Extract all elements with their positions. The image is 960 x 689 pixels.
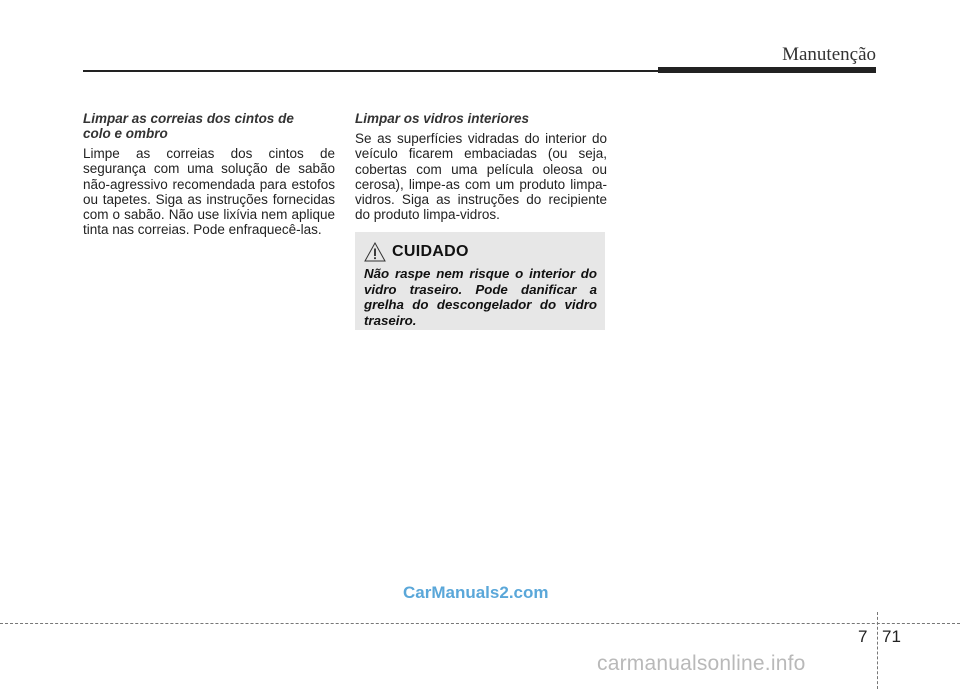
footer-divider: [877, 612, 878, 689]
watermark: CarManuals2.com: [403, 583, 549, 602]
caution-box: [355, 232, 605, 330]
section-body-windows: Se as superfícies vidradas do interior do veículo ficarem embaciadas (ou seja, cobertas com uma película oleosa ou cerosa), limpe-as com um produto limpa-vidros. Siga as instruções do recipiente do produto limpa-vidros.: [355, 131, 607, 223]
page-chapter-number: 7: [858, 627, 868, 646]
left-column: [83, 111, 335, 238]
section-heading-seatbelts: Limpar as correias dos cintos de colo e ombro: [83, 111, 294, 141]
chapter-title: Manutenção: [782, 44, 876, 65]
section-body-seatbelts: Limpe as correias dos cintos de segurança com uma solução de sabão não-agressivo recomendada para estofos ou tapetes. Siga as instruções fornecidas com o sabão. Não use lixívia nem aplique tinta nas correias. Pode enfraquecê-las.: [83, 146, 335, 238]
right-column: [355, 111, 607, 223]
caution-title: CUIDADO: [392, 243, 469, 260]
section-heading-windows: Limpar os vidros interiores: [355, 111, 530, 126]
warning-triangle-icon: [364, 242, 386, 262]
footer-site: carmanualsonline.info: [597, 652, 806, 675]
header-rule-thin: [83, 70, 663, 72]
caution-text: Não raspe nem risque o interior do vidro traseiro. Pode danificar a grelha do descongelador do vidro traseiro.: [364, 266, 597, 328]
footer-rule: [0, 623, 960, 624]
page-number: 71: [882, 627, 901, 646]
header-rule-thick: [658, 67, 876, 73]
caution-header: [364, 240, 597, 264]
